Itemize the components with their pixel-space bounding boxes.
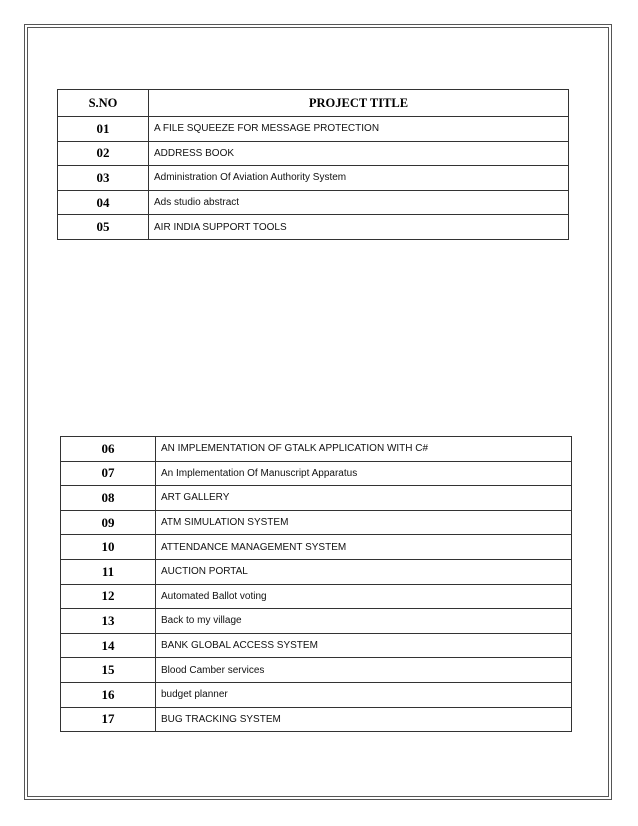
project-table-2	[60, 436, 572, 732]
row-sno: 11	[61, 559, 156, 584]
row-sno: 10	[61, 535, 156, 560]
row-title: ADDRESS BOOK	[149, 141, 569, 166]
table-row	[58, 215, 569, 240]
row-sno: 06	[61, 437, 156, 462]
table-row	[61, 535, 572, 560]
row-sno: 05	[58, 215, 149, 240]
row-title: Automated Ballot voting	[156, 584, 572, 609]
project-table-1	[57, 89, 569, 240]
row-sno: 04	[58, 190, 149, 215]
table-row	[61, 584, 572, 609]
row-title: ATM SIMULATION SYSTEM	[156, 510, 572, 535]
row-title: budget planner	[156, 682, 572, 707]
row-title: AIR INDIA SUPPORT TOOLS	[149, 215, 569, 240]
row-sno: 12	[61, 584, 156, 609]
row-sno: 15	[61, 658, 156, 683]
row-sno: 09	[61, 510, 156, 535]
row-title: ATTENDANCE MANAGEMENT SYSTEM	[156, 535, 572, 560]
row-title: Ads studio abstract	[149, 190, 569, 215]
row-title: A FILE SQUEEZE FOR MESSAGE PROTECTION	[149, 117, 569, 142]
row-sno: 02	[58, 141, 149, 166]
row-sno: 17	[61, 707, 156, 732]
table-row	[61, 461, 572, 486]
row-sno: 16	[61, 682, 156, 707]
row-sno: 01	[58, 117, 149, 142]
row-title: ART GALLERY	[156, 486, 572, 511]
row-title: Administration Of Aviation Authority System	[149, 166, 569, 191]
sno-column-header: S.NO	[58, 90, 149, 117]
project-title-column-header: PROJECT TITLE	[149, 90, 569, 117]
table-row	[58, 190, 569, 215]
table-row	[58, 117, 569, 142]
row-sno: 13	[61, 609, 156, 634]
row-title: Blood Camber services	[156, 658, 572, 683]
table-row	[61, 707, 572, 732]
table-row	[61, 682, 572, 707]
row-title: AUCTION PORTAL	[156, 559, 572, 584]
table-row	[61, 437, 572, 462]
table-row	[61, 609, 572, 634]
row-sno: 07	[61, 461, 156, 486]
row-title: BUG TRACKING SYSTEM	[156, 707, 572, 732]
row-title: An Implementation Of Manuscript Apparatus	[156, 461, 572, 486]
table-row	[58, 141, 569, 166]
row-sno: 03	[58, 166, 149, 191]
table-row	[58, 166, 569, 191]
table-row	[61, 486, 572, 511]
row-title: BANK GLOBAL ACCESS SYSTEM	[156, 633, 572, 658]
table-row	[61, 559, 572, 584]
row-title: AN IMPLEMENTATION OF GTALK APPLICATION WITH C#	[156, 437, 572, 462]
table-header-row	[58, 90, 569, 117]
table-row	[61, 658, 572, 683]
row-title: Back to my village	[156, 609, 572, 634]
row-sno: 08	[61, 486, 156, 511]
row-sno: 14	[61, 633, 156, 658]
table-row	[61, 633, 572, 658]
table-row	[61, 510, 572, 535]
